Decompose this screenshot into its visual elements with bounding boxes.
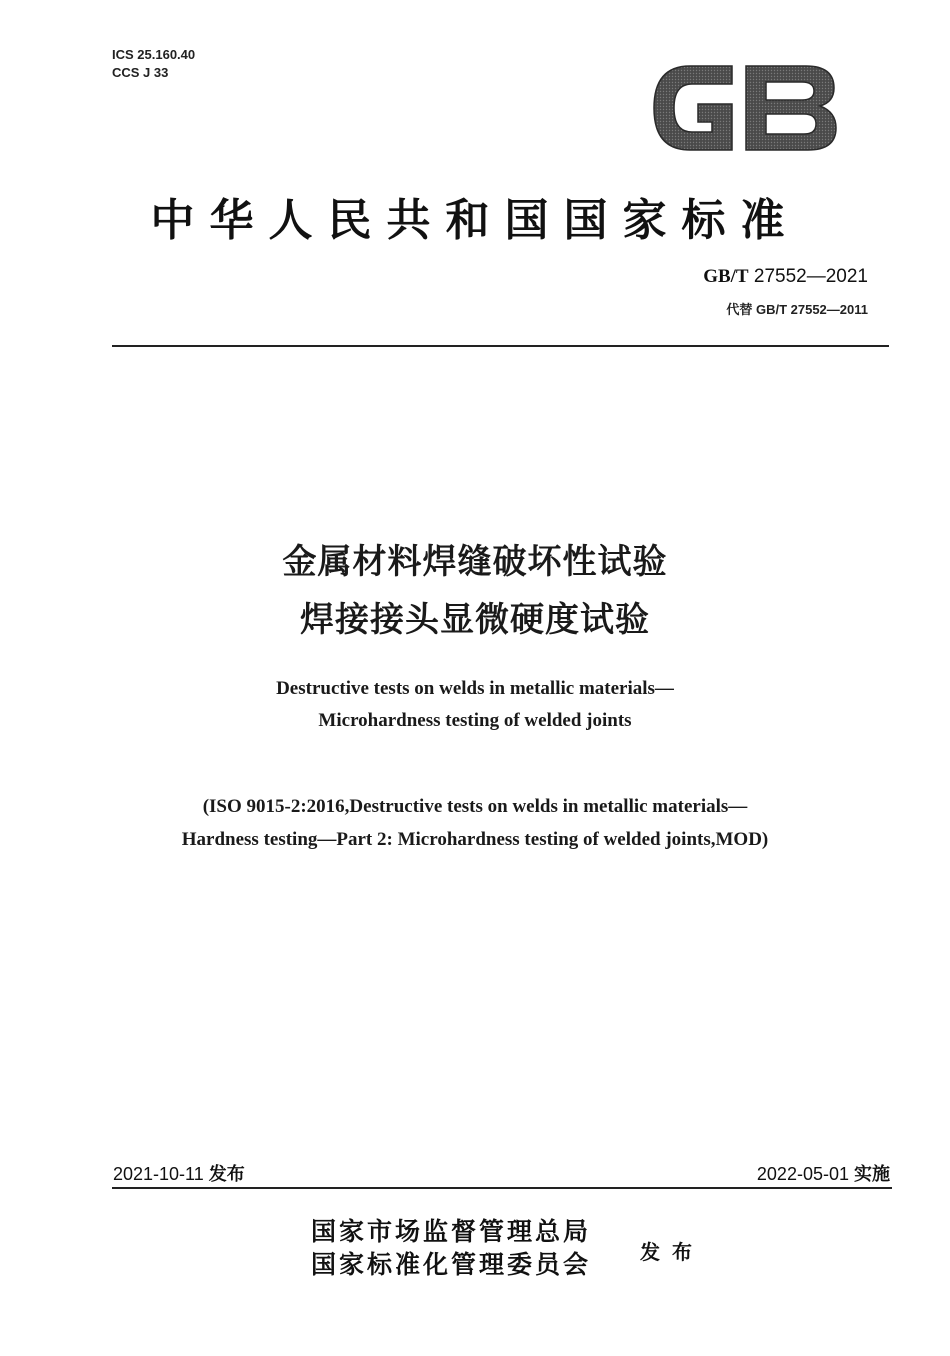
gb-logo-graphic (650, 60, 840, 156)
ccs-code: CCS J 33 (112, 65, 169, 80)
iso-reference-line-1: (ISO 9015-2:2016,Destructive tests on welds in metallic materials— (202, 796, 748, 817)
implementation-date-value: 2022-05-01 (756, 1164, 849, 1184)
chinese-title-line-1: 金属材料焊缝破坏性试验 (282, 542, 668, 582)
national-standard-heading: 中华人民共和国国家标准 (150, 195, 800, 246)
standard-number-value: 27552—2021 (753, 266, 868, 287)
issuing-authorities (311, 1215, 591, 1281)
header-divider (112, 345, 889, 347)
replaces-standard: 代替 GB/T 27552—2011 (726, 302, 868, 317)
issue-date (113, 1160, 245, 1186)
chinese-title-line-2: 焊接接头显微硬度试验 (300, 600, 650, 640)
issued-by-label: 发布 (640, 1240, 704, 1264)
issue-date-label: 发布 (208, 1164, 245, 1185)
issue-date-value: 2021-10-11 (113, 1164, 204, 1184)
english-title-line-2: Microhardness testing of welded joints (318, 710, 632, 731)
issuer-samr: 国家市场监督管理总局 (311, 1217, 592, 1246)
classification-codes (112, 46, 195, 82)
implementation-date-label: 实施 (854, 1164, 890, 1185)
english-title-line-1: Destructive tests on welds in metallic materials— (276, 678, 674, 699)
iso-reference-line-2: Hardness testing—Part 2: Microhardness testing of welded joints,MOD) (181, 829, 769, 850)
implementation-date (757, 1160, 890, 1186)
issuer-sac: 国家标准化管理委员会 (311, 1250, 592, 1279)
gb-logo (650, 60, 840, 156)
ics-code: ICS 25.160.40 (112, 47, 196, 62)
footer-divider (112, 1187, 892, 1189)
standard-number (703, 266, 868, 288)
standard-number-prefix: GB/T (703, 266, 749, 287)
